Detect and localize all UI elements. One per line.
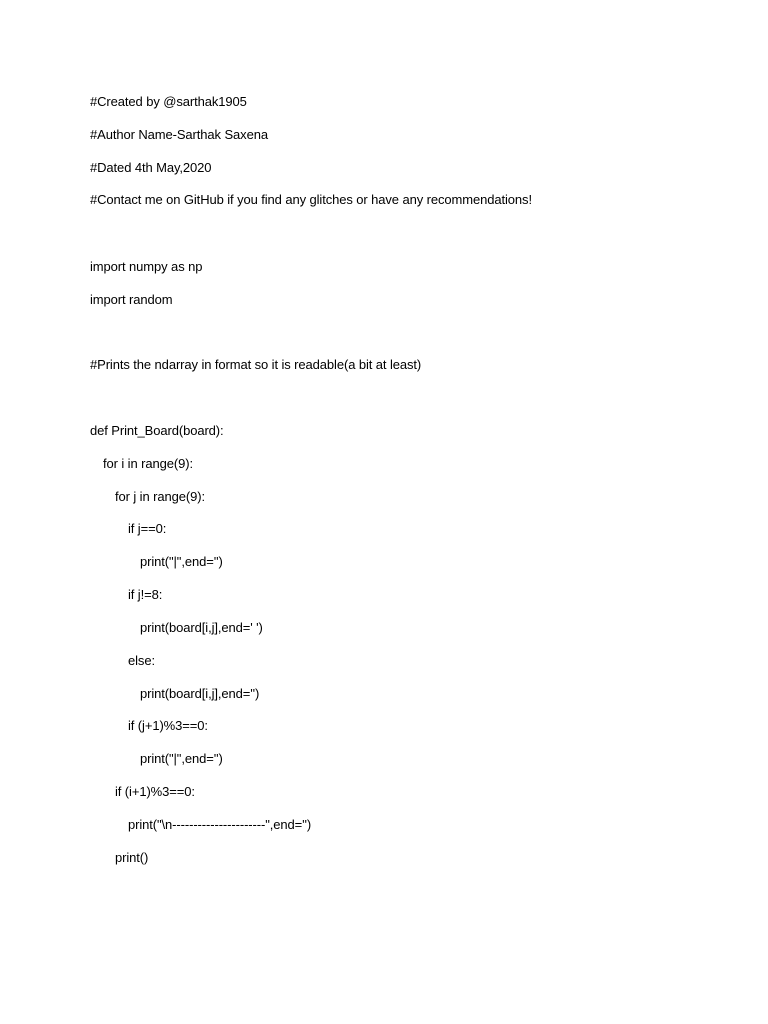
code-print-board-space: print(board[i,j],end=' ') bbox=[140, 620, 263, 635]
code-import-random: import random bbox=[90, 292, 173, 307]
comment-dated: #Dated 4th May,2020 bbox=[90, 160, 212, 175]
code-print-bar-1: print("|",end='') bbox=[140, 554, 223, 569]
code-print-newline: print() bbox=[115, 850, 149, 865]
code-for-j: for j in range(9): bbox=[115, 489, 205, 504]
comment-prints-ndarray: #Prints the ndarray in format so it is readable(a bit at least) bbox=[90, 357, 422, 372]
code-for-i: for i in range(9): bbox=[103, 456, 193, 471]
code-print-separator: print("\n----------------------",end='') bbox=[128, 817, 312, 832]
code-print-bar-2: print("|",end='') bbox=[140, 751, 223, 766]
code-import-numpy: import numpy as np bbox=[90, 259, 203, 274]
code-if-j-not-8: if j!=8: bbox=[128, 587, 163, 602]
code-if-j-mod-3: if (j+1)%3==0: bbox=[128, 718, 208, 733]
code-if-j-zero: if j==0: bbox=[128, 521, 167, 536]
comment-contact: #Contact me on GitHub if you find any glitches or have any recommendations! bbox=[90, 192, 532, 207]
comment-author-name: #Author Name-Sarthak Saxena bbox=[90, 127, 268, 142]
comment-created-by: #Created by @sarthak1905 bbox=[90, 94, 247, 109]
code-if-i-mod-3: if (i+1)%3==0: bbox=[115, 784, 195, 799]
code-def-print-board: def Print_Board(board): bbox=[90, 423, 224, 438]
code-else: else: bbox=[128, 653, 155, 668]
code-print-board-noend: print(board[i,j],end='') bbox=[140, 686, 260, 701]
